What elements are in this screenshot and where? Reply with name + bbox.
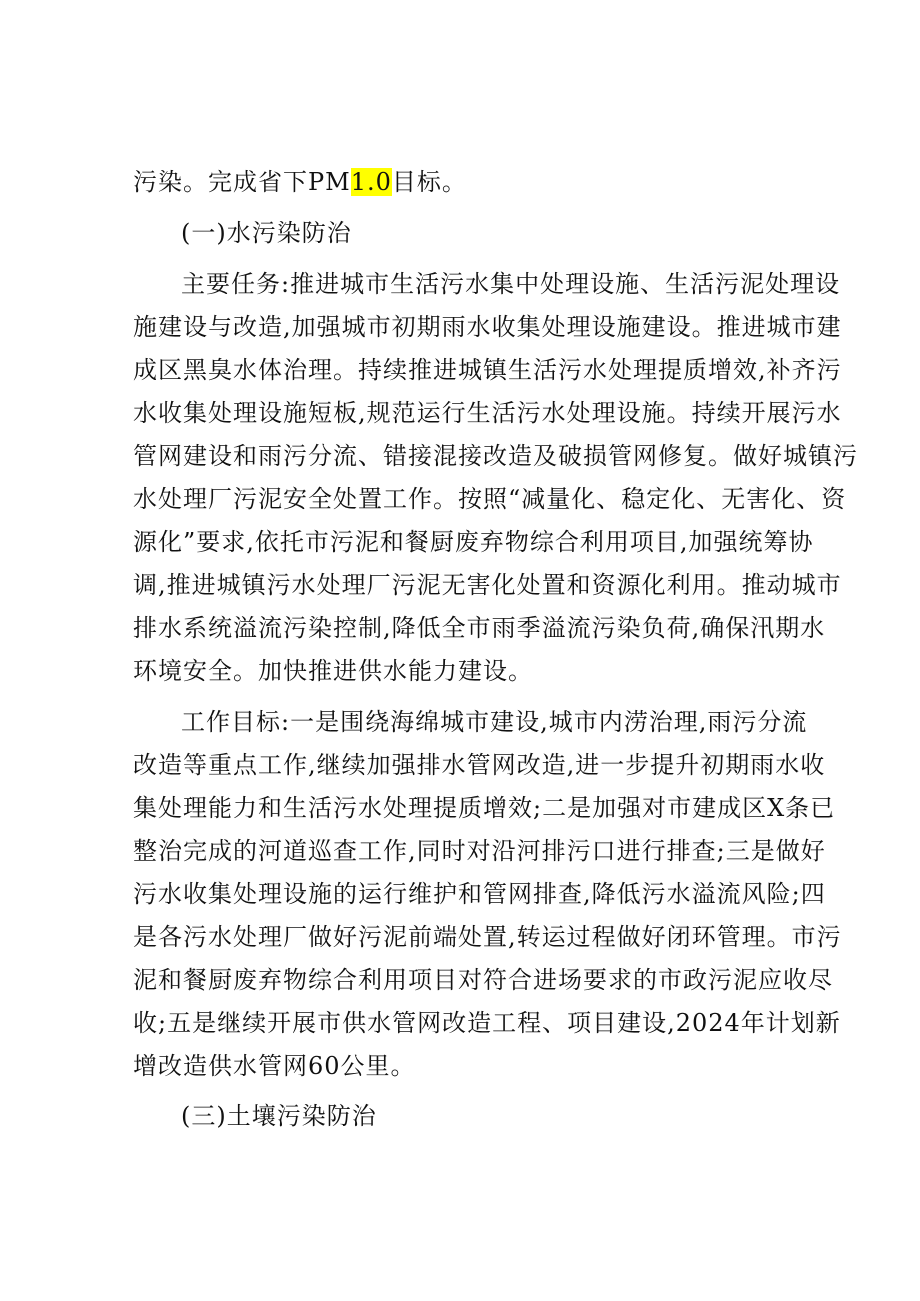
main-tasks-line: 排水系统溢流污染控制,降低全市雨季溢流污染负荷,确保汛期水 [133,614,826,642]
work-goals-line: 整治完成的河道巡查工作,同时对沿河排污口进行排查;三是做好 [133,837,826,865]
work-goals-line: 集处理能力和生活污水处理提质增效;二是加强对市建成区X条已 [133,794,836,822]
main-tasks-line: 源化”要求,依托市污泥和餐厨废弃物综合利用项目,加强统筹协 [133,528,814,556]
heading-water-pollution: (一)水污染防治 [181,219,352,247]
work-goals-line: 污水收集处理设施的运行维护和管网排查,降低污水溢流风险;四 [133,880,826,908]
work-goals-line: 泥和餐厨废弃物综合利用项目对符合进场要求的市政污泥应收尽 [133,966,833,994]
intro-line [133,167,803,197]
main-tasks-line: 水收集处理设施短板,规范运行生活污水处理设施。持续开展污水 [133,399,842,427]
work-goals-line: 是各污水处理厂做好污泥前端处置,转运过程做好闭环管理。市污 [133,923,842,951]
intro-text-before: 污染。完成省下PM [133,168,351,196]
heading-soil-pollution: (三)土壤污染防治 [181,1102,377,1130]
main-tasks-line: 主要任务:推进城市生活污水集中处理设施、生活污泥处理设 [181,270,841,298]
main-tasks-line: 管网建设和雨污分流、错接混接改造及破损管网修复。做好城镇污 [133,442,858,470]
work-goals-line: 增改造供水管网60公里。 [133,1052,416,1080]
work-goals-line: 工作目标:一是围绕海绵城市建设,城市内涝治理,雨污分流 [181,708,808,736]
intro-text-after: 目标。 [391,168,467,196]
work-goals-line: 收;五是继续开展市供水管网改造工程、项目建设,2024年计划新 [133,1009,841,1037]
main-tasks-line: 成区黑臭水体治理。持续推进城镇生活污水处理提质增效,补齐污 [133,356,842,384]
work-goals-line: 改造等重点工作,继续加强排水管网改造,进一步提升初期雨水收 [133,751,826,779]
intro-highlight: 1.0 [350,168,392,196]
main-tasks-line: 调,推进城镇污水处理厂污泥无害化处置和资源化利用。推动城市 [133,571,842,599]
main-tasks-line: 环境安全。加快推进供水能力建设。 [133,657,533,685]
main-tasks-line: 施建设与改造,加强城市初期雨水收集处理设施建设。推进城市建 [133,313,842,341]
main-tasks-line: 水处理厂污泥安全处置工作。按照“减量化、稳定化、无害化、资 [133,485,847,513]
